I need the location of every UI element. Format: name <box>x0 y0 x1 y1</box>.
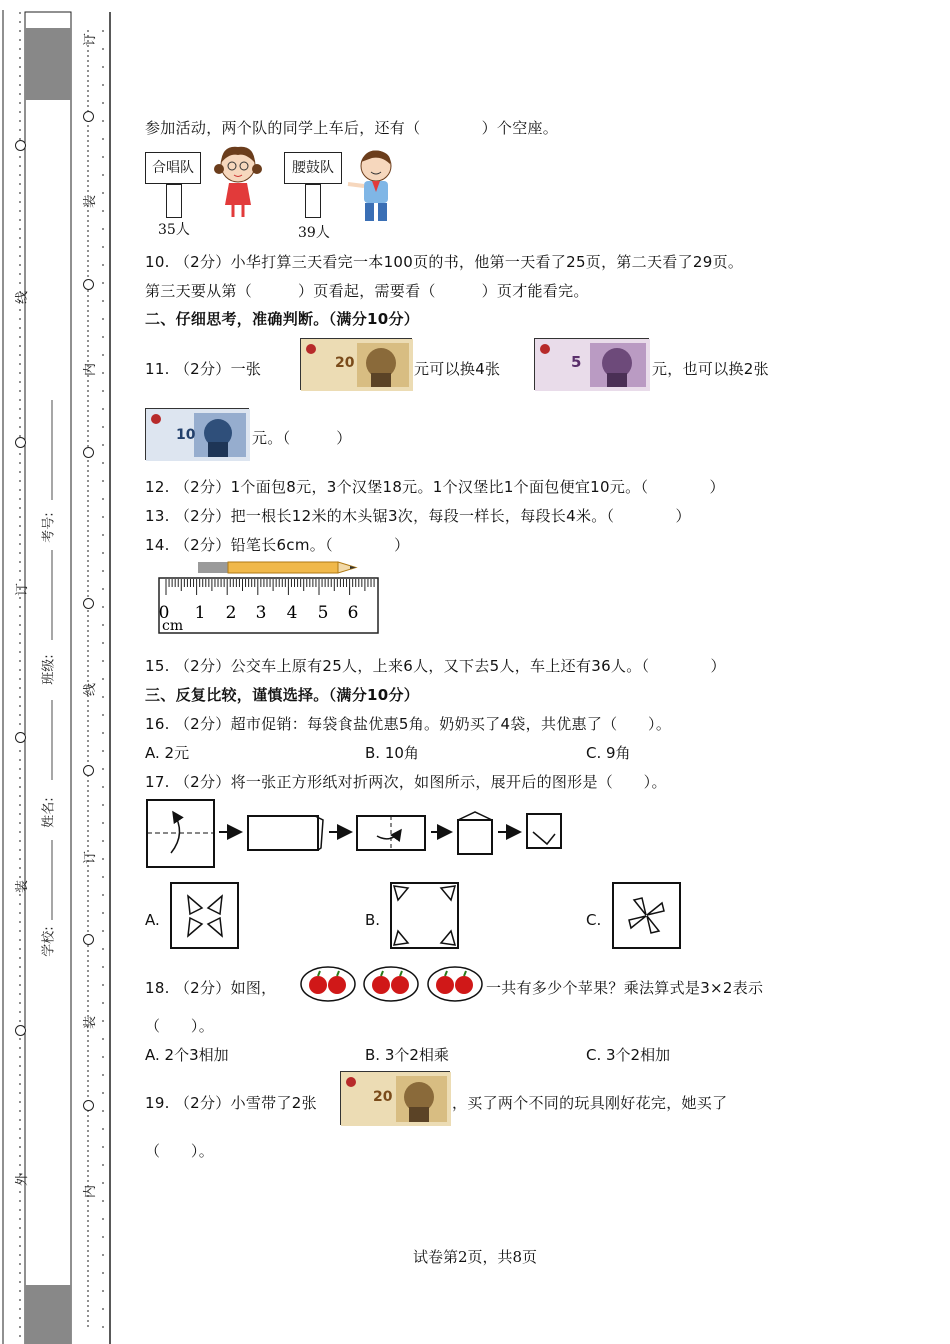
binding-label: 外 <box>15 1172 31 1187</box>
apples-figure <box>300 964 486 1004</box>
note-value-5: 5 <box>571 353 582 371</box>
sign-post <box>166 184 182 218</box>
drum-team-sign: 腰鼓队 <box>284 152 342 184</box>
q17-option-a-figure[interactable] <box>170 882 240 950</box>
pencil-eraser <box>198 562 228 573</box>
q14-text: 14. （2分）铅笔长6cm。（ ） <box>145 536 410 554</box>
q17-text: 17. （2分）将一张正方形纸对折两次，如图所示，展开后的图形是（ ）。 <box>145 773 667 791</box>
binding-label: 装 <box>15 879 31 894</box>
binding-hole <box>15 437 26 448</box>
q18-option-b[interactable]: B. 3个2相乘 <box>365 1046 449 1064</box>
q17-option-c-figure[interactable] <box>612 882 682 950</box>
ruler <box>159 578 378 633</box>
q19-part3: （ ）。 <box>145 1142 215 1160</box>
pencil-body <box>228 562 338 573</box>
binding-hole <box>15 1025 26 1036</box>
q16-text: 16. （2分）超市促销：每袋食盐优惠5角。奶奶买了4袋，共优惠了（ ）。 <box>145 715 672 733</box>
q19-part2: ，买了两个不同的玩具刚好花完，她买了 <box>452 1094 728 1112</box>
apple-icon <box>436 976 454 994</box>
section-2-heading: 二、仔细思考，准确判断。（满分10分） <box>145 310 420 328</box>
binding-label: 内 <box>83 362 99 377</box>
q13-text: 13. （2分）把一根长12米的木头锯3次，每段一样长，每段长4米。（ ） <box>145 507 691 525</box>
choir-count: 35人 <box>158 222 190 238</box>
ruler-tick-label: 4 <box>286 603 298 623</box>
binding-label: 线 <box>83 682 99 697</box>
girl-icon <box>212 143 264 221</box>
q16-option-b[interactable]: B. 10角 <box>365 744 419 762</box>
rmb-5-note-image <box>534 338 649 390</box>
ruler-tick-label: 5 <box>317 603 329 623</box>
q11-part3: 元，也可以换2张 <box>652 360 769 378</box>
pencil-ruler-figure <box>158 558 380 636</box>
student-id-label: 考号: <box>41 512 57 543</box>
ruler-tick-label: 2 <box>225 603 237 623</box>
q10-line1: 10. （2分）小华打算三天看完一本100页的书，他第一天看了25页，第二天看了29页。 <box>145 253 744 271</box>
binding-hole <box>83 447 94 458</box>
apple-icon <box>328 976 346 994</box>
binding-label: 线 <box>15 290 31 305</box>
section-3-heading: 三、反复比较，谨慎选择。（满分10分） <box>145 686 420 704</box>
apple-icon <box>391 976 409 994</box>
binding-label: 订 <box>83 850 99 865</box>
q9-text: 参加活动，两个队的同学上车后，还有（ ）个空座。 <box>145 119 559 137</box>
q18-part1: 18. （2分）如图， <box>145 979 277 997</box>
drum-team-count: 39人 <box>298 225 330 241</box>
q18-option-c[interactable]: C. 3个2相加 <box>586 1046 671 1064</box>
q17-option-b-figure[interactable] <box>390 882 460 950</box>
q11-part4: 元。（ ） <box>252 429 352 447</box>
binding-hole <box>83 598 94 609</box>
q17-option-b[interactable]: B. <box>365 911 381 929</box>
class-label: 班级: <box>41 654 57 685</box>
binding-label: 装 <box>83 1015 99 1030</box>
q15-text: 15. （2分）公交车上原有25人，上来6人，又下去5人，车上还有36人。（ ） <box>145 657 726 675</box>
choir-sign: 合唱队 <box>145 152 201 184</box>
q11-part2: 元可以换4张 <box>414 360 501 378</box>
ruler-tick-label: 3 <box>255 603 267 623</box>
apple-icon <box>309 976 327 994</box>
binding-label: 订 <box>15 582 31 597</box>
q19-part1: 19. （2分）小雪带了2张 <box>145 1094 317 1112</box>
q10-line2: 第三天要从第（ ）页看起，需要看（ ）页才能看完。 <box>145 282 589 300</box>
q12-text: 12. （2分）1个面包8元，3个汉堡18元。1个汉堡比1个面包便宜10元。（ ） <box>145 478 725 496</box>
ruler-tick-label: 1 <box>194 603 206 623</box>
name-label: 姓名: <box>41 797 57 828</box>
binding-label: 订 <box>83 32 99 47</box>
rmb-20-note-image <box>300 338 412 390</box>
paper-folding-diagram <box>145 798 565 870</box>
school-label: 学校: <box>41 926 57 957</box>
page-footer: 试卷第2页，共8页 <box>412 1248 538 1266</box>
binding-margin <box>0 0 112 1344</box>
binding-label: 装 <box>83 194 99 209</box>
binding-hole <box>15 140 26 151</box>
binding-hole <box>15 732 26 743</box>
binding-hole <box>83 934 94 945</box>
apple-icon <box>372 976 390 994</box>
ruler-unit: cm <box>162 618 184 634</box>
q16-option-c[interactable]: C. 9角 <box>586 744 631 762</box>
note-value-10: 10 <box>176 427 196 443</box>
note-value-20: 20 <box>373 1089 393 1105</box>
binding-label: 内 <box>83 1184 99 1199</box>
binding-hole <box>83 279 94 290</box>
binding-hole <box>83 1100 94 1111</box>
q11-part1: 11. （2分）一张 <box>145 360 262 378</box>
rmb-20-note-image <box>340 1071 450 1125</box>
note-value-20: 20 <box>335 355 355 371</box>
binding-hole <box>83 111 94 122</box>
binding-hole <box>83 765 94 776</box>
rmb-10-note-image <box>145 408 249 460</box>
q17-option-a[interactable]: A. <box>145 911 160 929</box>
sign-post <box>305 184 321 218</box>
apple-icon <box>455 976 473 994</box>
boy-icon <box>344 148 400 228</box>
ruler-tick-label: 6 <box>347 603 359 623</box>
q18-part2: 一共有多少个苹果？乘法算式是3×2表示 <box>486 979 764 997</box>
ruler-tick-label: 0 <box>158 603 170 623</box>
q18-option-a[interactable]: A. 2个3相加 <box>145 1046 229 1064</box>
q18-part3: （ ）。 <box>145 1017 215 1035</box>
q16-option-a[interactable]: A. 2元 <box>145 744 190 762</box>
q17-option-c[interactable]: C. <box>586 911 602 929</box>
